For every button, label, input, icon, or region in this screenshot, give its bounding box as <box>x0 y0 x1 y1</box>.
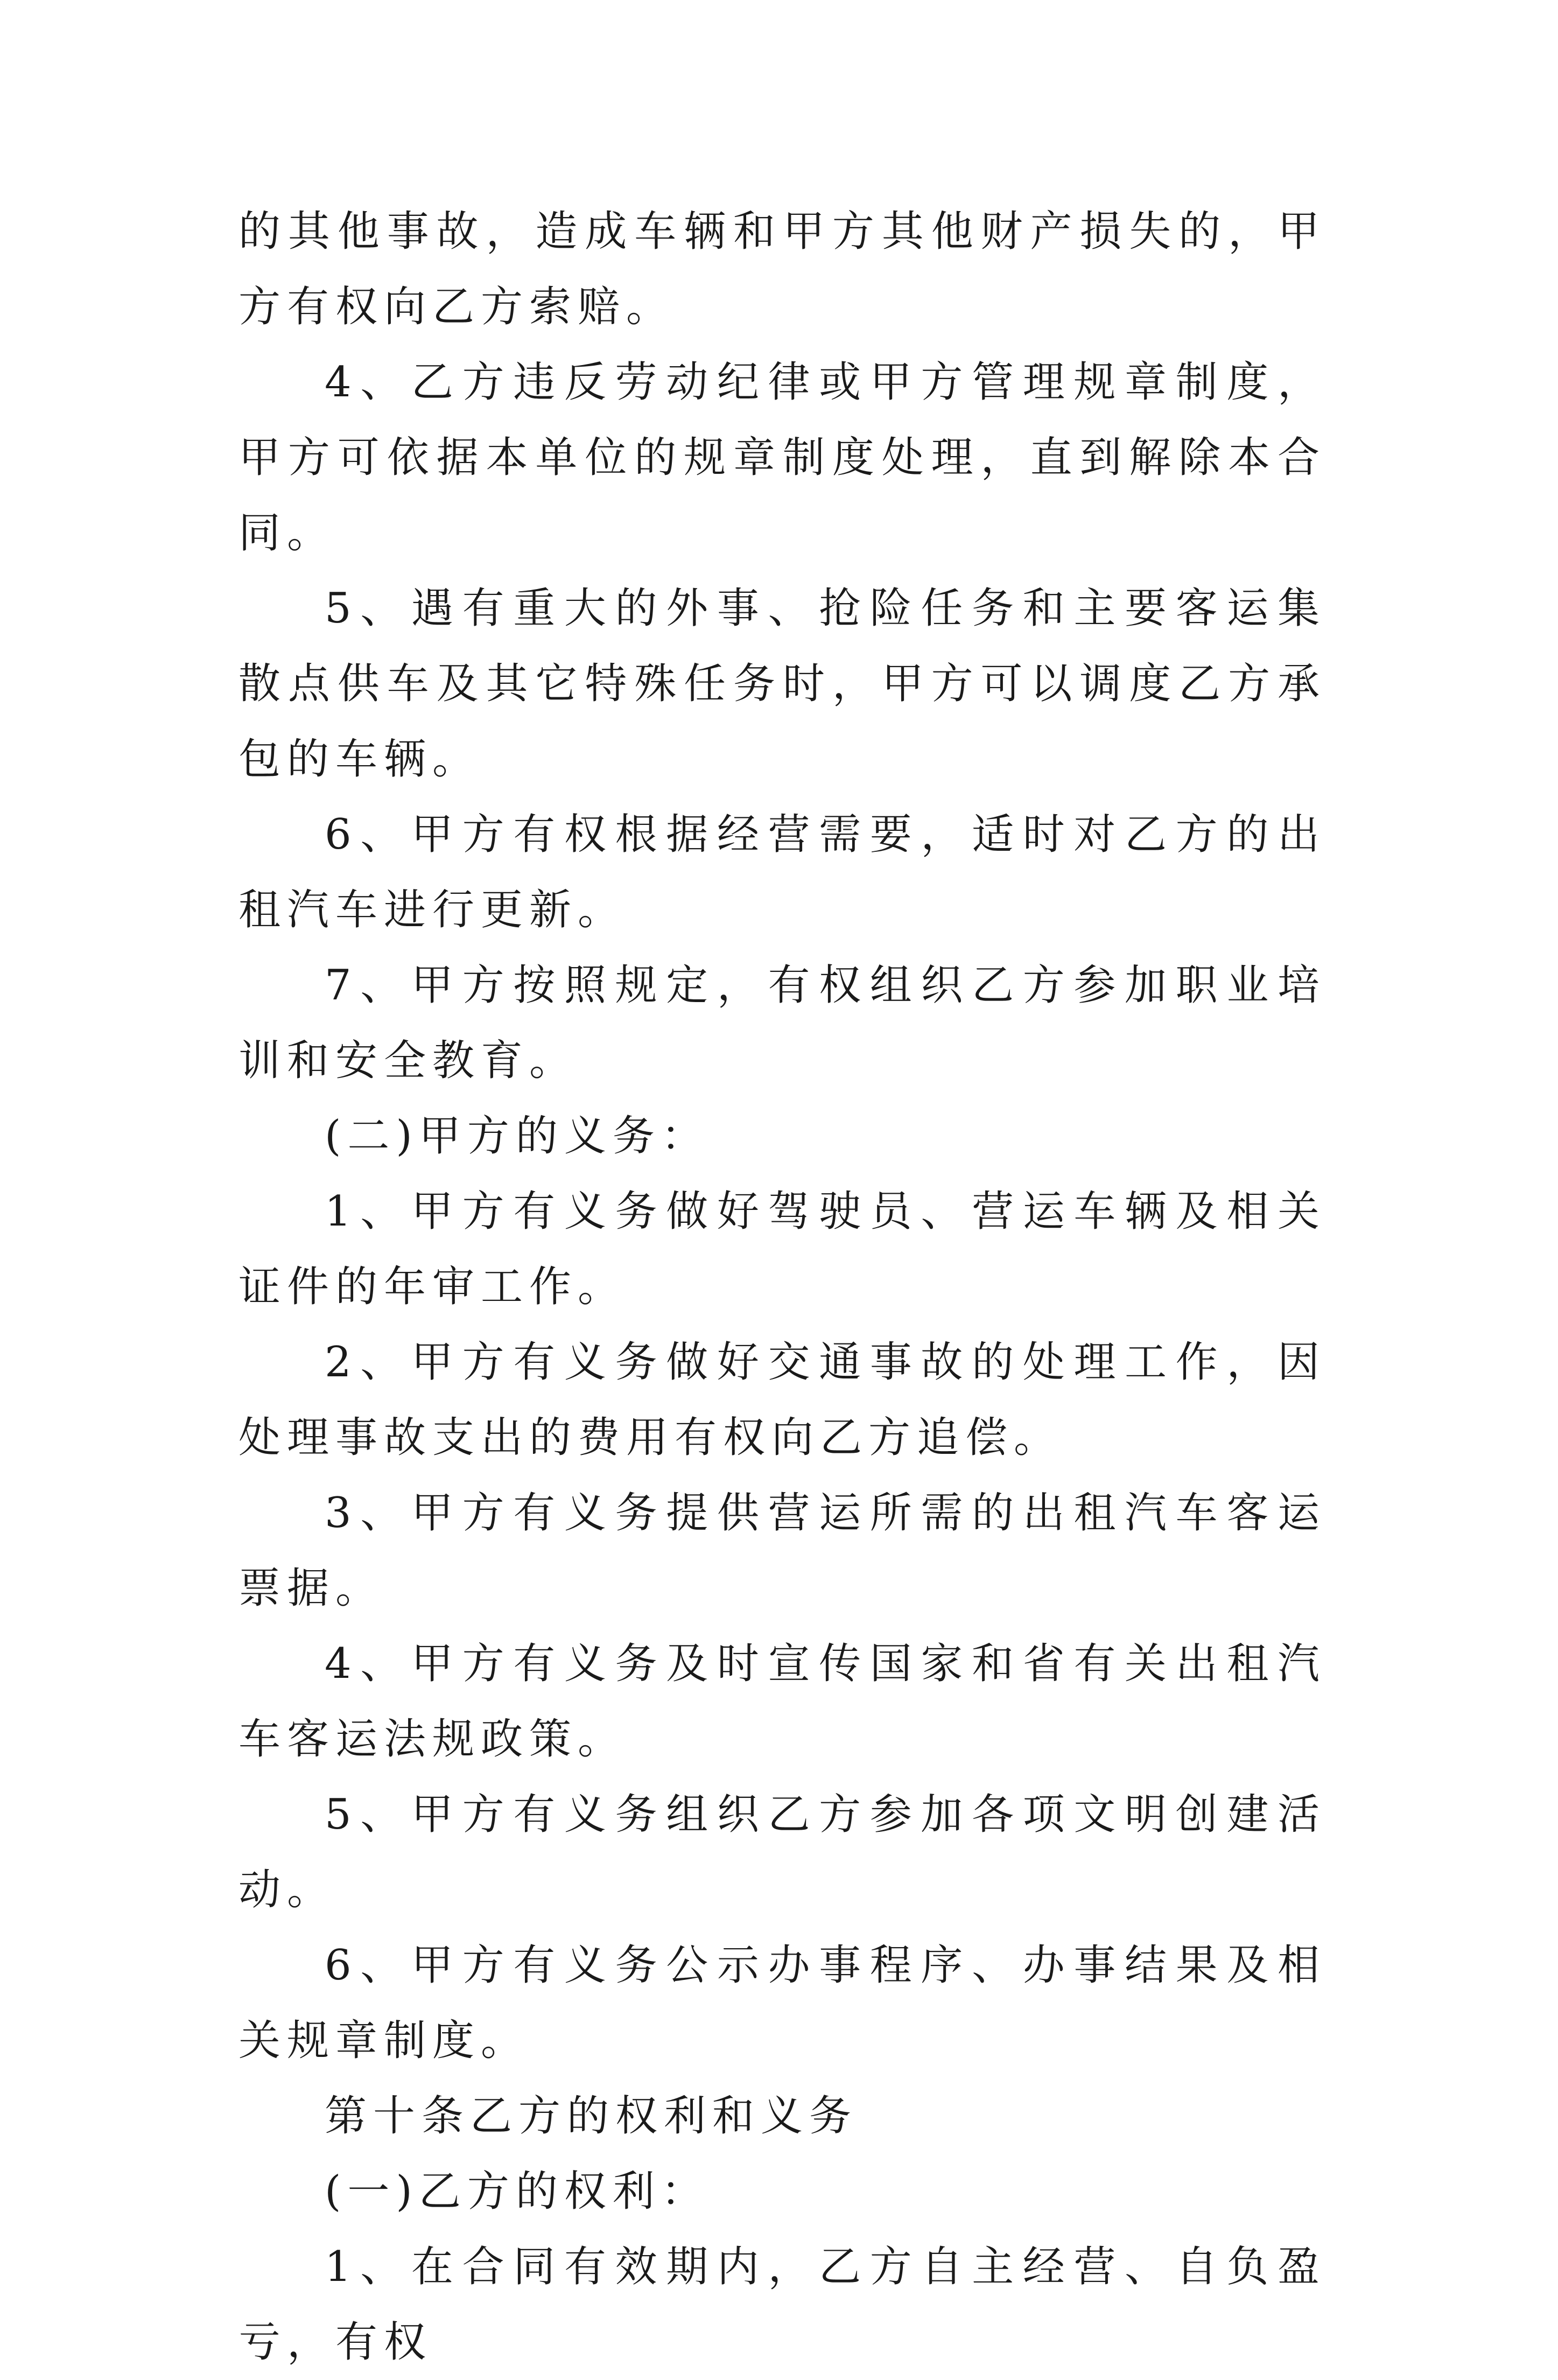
paragraph: 1、在合同有效期内，乙方自主经营、自负盈亏，有权 <box>238 2243 1326 2367</box>
paragraph: 的其他事故，造成车辆和甲方其他财产损失的，甲方有权向乙方索赔。 <box>238 207 1326 331</box>
paragraph: 3、甲方有义务提供营运所需的出租汽车客运票据。 <box>238 1489 1326 1613</box>
section-heading: (二)甲方的义务： <box>325 1112 710 1160</box>
article-heading: 第十条乙方的权利和义务 <box>325 2092 858 2140</box>
paragraph: 4、甲方有义务及时宣传国家和省有关出租汽车客运法规政策。 <box>238 1640 1326 1763</box>
section-heading: (一)乙方的权利： <box>325 2167 710 2216</box>
paragraph: 5、遇有重大的外事、抢险任务和主要客运集散点供车及其它特殊任务时，甲方可以调度乙方承包的车辆。 <box>238 584 1326 783</box>
paragraph: 1、甲方有义务做好驾驶员、营运车辆及相关证件的年审工作。 <box>238 1187 1326 1311</box>
document-body <box>238 194 1326 2380</box>
paragraph: 6、甲方有权根据经营需要，适时对乙方的出租汽车进行更新。 <box>238 810 1326 934</box>
paragraph: 5、甲方有义务组织乙方参加各项文明创建活动。 <box>238 1790 1326 1914</box>
paragraph: 4、乙方违反劳动纪律或甲方管理规章制度，甲方可依据本单位的规章制度处理，直到解除本合同。 <box>238 358 1326 557</box>
paragraph: 7、甲方按照规定，有权组织乙方参加职业培训和安全教育。 <box>238 961 1326 1085</box>
paragraph: 2、甲方有义务做好交通事故的处理工作，因处理事故支出的费用有权向乙方追偿。 <box>238 1338 1326 1462</box>
paragraph: 6、甲方有义务公示办事程序、办事结果及相关规章制度。 <box>238 1941 1326 2065</box>
